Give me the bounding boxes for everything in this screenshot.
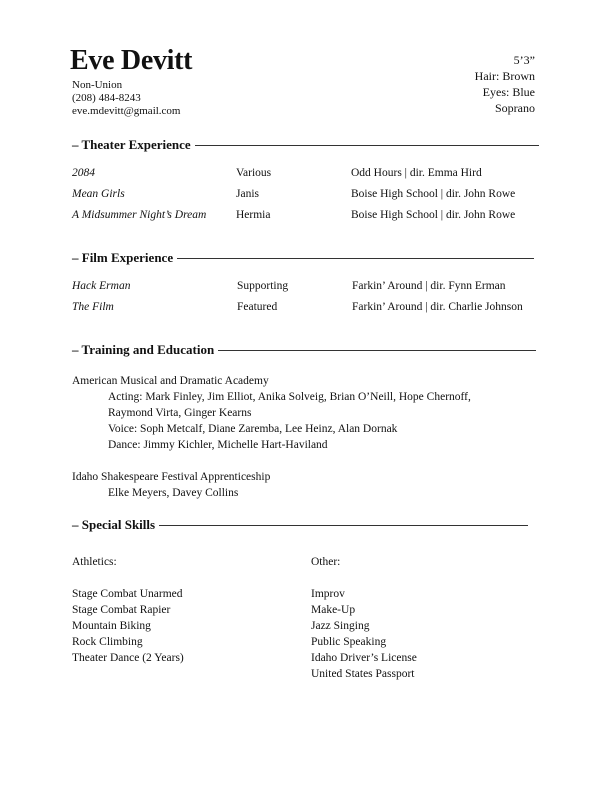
credit-role: Hermia: [236, 209, 271, 221]
credit-title: Hack Erman: [72, 280, 131, 292]
skill-item: Stage Combat Unarmed: [72, 588, 183, 600]
skill-item: United States Passport: [311, 668, 415, 680]
credit-venue: Odd Hours | dir. Emma Hird: [351, 167, 482, 179]
skills-section-heading: [72, 517, 528, 533]
voice-type: Soprano: [495, 101, 535, 115]
skill-item: Make-Up: [311, 604, 356, 616]
other-skills-column: [311, 554, 417, 682]
theater-heading-rule: [195, 145, 539, 146]
film-heading-text: – Film Experience: [72, 250, 174, 265]
skill-item: Mountain Biking: [72, 620, 151, 632]
training-section-heading: [72, 342, 536, 358]
amda-acting-line-2: Raymond Virta, Ginger Kearns: [108, 407, 252, 419]
phone-number: (208) 484-8243: [72, 92, 141, 104]
film-section-heading: [72, 250, 534, 266]
training-heading-rule: [218, 350, 536, 351]
athletics-skills-column: [72, 554, 184, 666]
eyes-stat: Eyes: Blue: [482, 85, 535, 99]
credit-role: Janis: [236, 188, 259, 200]
union-status: Non-Union: [72, 79, 123, 91]
film-credit-row: [72, 278, 552, 294]
contact-block: [72, 79, 181, 118]
skill-item: Stage Combat Rapier: [72, 604, 171, 616]
amda-training: [72, 373, 542, 453]
theater-heading-text: – Theater Experience: [72, 137, 191, 152]
amda-voice: Voice: Soph Metcalf, Diane Zaremba, Lee Heinz, Alan Dornak: [108, 423, 398, 435]
credit-title: A Midsummer Night’s Dream: [72, 209, 207, 221]
isf-teachers: Elke Meyers, Davey Collins: [108, 487, 239, 499]
amda-school: American Musical and Dramatic Academy: [72, 375, 269, 387]
credit-role: Supporting: [237, 280, 289, 292]
credit-venue: Boise High School | dir. John Rowe: [351, 209, 516, 221]
skill-item: Rock Climbing: [72, 636, 143, 648]
skill-item: Idaho Driver’s License: [311, 652, 417, 664]
credit-title: The Film: [72, 301, 114, 313]
hair-stat: Hair: Brown: [474, 69, 535, 83]
film-credit-row: [72, 299, 552, 315]
theater-section-heading: [72, 137, 539, 153]
physical-stats: [475, 52, 535, 116]
athletics-heading: Athletics:: [72, 556, 117, 568]
credit-title: 2084: [72, 167, 95, 179]
actor-name: Eve Devitt: [70, 45, 193, 76]
email-address: eve.mdevitt@gmail.com: [72, 105, 181, 117]
skills-heading-rule: [159, 525, 528, 526]
credit-role: Featured: [237, 301, 278, 313]
height-stat: 5’3”: [513, 53, 535, 67]
isf-school: Idaho Shakespeare Festival Apprenticeship: [72, 471, 271, 483]
amda-dance: Dance: Jimmy Kichler, Michelle Hart-Haviland: [108, 439, 328, 451]
skills-heading-text: – Special Skills: [72, 517, 156, 532]
skill-item: Theater Dance (2 Years): [72, 652, 184, 664]
credit-role: Various: [236, 167, 272, 179]
amda-acting-line-1: Acting: Mark Finley, Jim Elliot, Anika Solveig, Brian O’Neill, Hope Chernoff,: [108, 391, 471, 403]
training-heading-text: – Training and Education: [72, 342, 215, 357]
skill-item: Jazz Singing: [311, 620, 370, 632]
skill-item: Public Speaking: [311, 636, 387, 648]
isf-training: [72, 469, 542, 501]
theater-credit-row: [72, 165, 552, 181]
credit-venue: Farkin’ Around | dir. Fynn Erman: [352, 280, 506, 292]
credit-title: Mean Girls: [72, 188, 125, 200]
theater-credit-row: [72, 207, 552, 223]
credit-venue: Farkin’ Around | dir. Charlie Johnson: [352, 301, 523, 313]
skill-item: Improv: [311, 588, 345, 600]
film-heading-rule: [177, 258, 534, 259]
other-heading: Other:: [311, 556, 341, 568]
theater-credit-row: [72, 186, 552, 202]
credit-venue: Boise High School | dir. John Rowe: [351, 188, 516, 200]
